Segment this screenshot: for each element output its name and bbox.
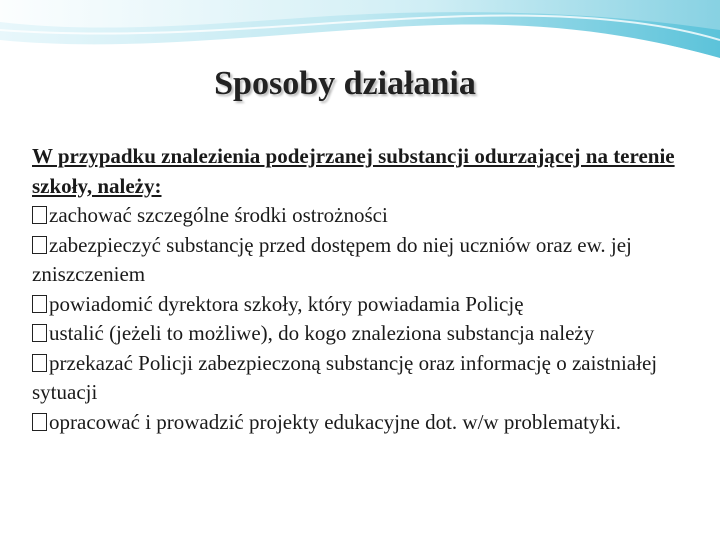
list-item <box>32 349 692 408</box>
list-item-text: ustalić (jeżeli to możliwe), do kogo znaleziona substancja należy <box>49 321 595 345</box>
list-item-text: zachować szczególne środki ostrożności <box>49 203 388 227</box>
list-item <box>32 290 692 320</box>
slide-body <box>32 142 692 437</box>
missing-glyph-box-icon <box>32 324 47 342</box>
missing-glyph-box-icon <box>32 206 47 224</box>
list-item-text: powiadomić dyrektora szkoły, który powiadamia Policję <box>49 291 524 316</box>
decorative-header-waves <box>0 0 720 60</box>
missing-glyph-box-icon <box>32 354 47 372</box>
missing-glyph-box-icon <box>32 413 47 431</box>
list-item <box>32 231 692 290</box>
list-item <box>32 201 692 231</box>
missing-glyph-box-icon <box>32 236 47 254</box>
slide-title: Sposoby działania <box>214 65 476 102</box>
list-item-text: zabezpieczyć substancję przed dostępem do niej uczniów oraz ew. jej zniszczeniem <box>32 232 632 286</box>
list-item <box>32 408 692 438</box>
list-item-text: przekazać Policji zabezpieczoną substancję oraz informację o zaistniałej sytuacji <box>32 350 658 404</box>
list-item-text: opracować i prowadzić projekty edukacyjne dot. w/w problematyki. <box>49 409 622 434</box>
missing-glyph-box-icon <box>32 295 47 313</box>
intro-text: W przypadku znalezienia podejrzanej substancji odurzającej na terenie szkoły, należy: <box>32 144 675 198</box>
list-item <box>32 319 692 349</box>
